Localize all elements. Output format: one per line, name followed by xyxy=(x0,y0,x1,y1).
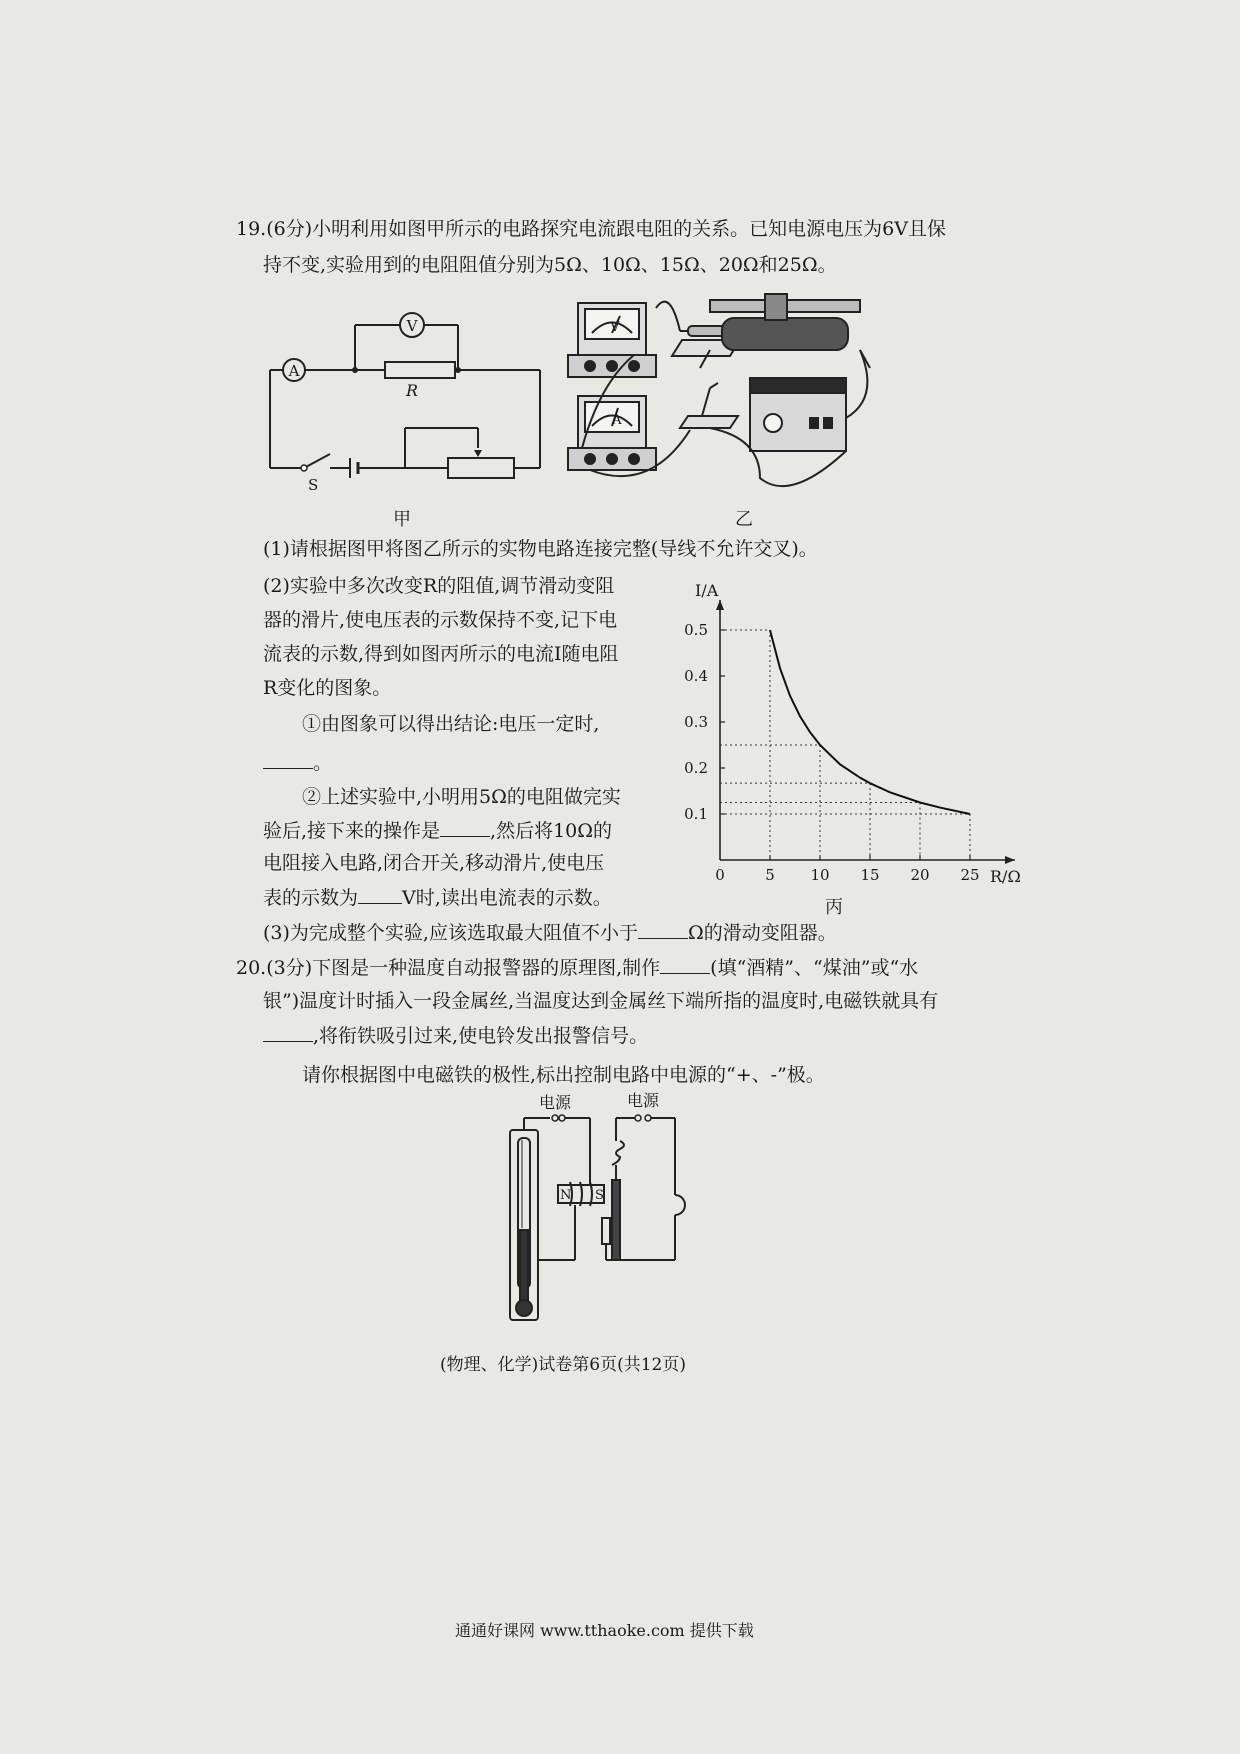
text: ,将衔铁吸引过来,使电铃发出报警信号。 xyxy=(313,1025,649,1047)
text: (3)为完成整个实验,应该选取最大阻值不小于 xyxy=(263,922,638,944)
y-tick-label: 0.2 xyxy=(684,759,708,777)
knife-switch xyxy=(680,383,738,428)
switch-label: S xyxy=(308,476,319,494)
q19-part-2-2-line-c: 电阻接入电路,闭合开关,移动滑片,使电压 xyxy=(263,852,605,874)
text: (填“酒精”、“煤油”或“水 xyxy=(710,957,919,979)
answer-blank-thermometer[interactable] xyxy=(660,955,710,974)
x-tick-label: 15 xyxy=(860,866,880,884)
current-resistance-chart xyxy=(670,580,1021,900)
q19-part-2-1-line-a: ①由图象可以得出结论:电压一定时, xyxy=(302,713,600,735)
answer-blank-max-resistance[interactable] xyxy=(638,920,688,939)
q20-line-4: 请你根据图中电磁铁的极性,标出控制电路中电源的“+、-”极。 xyxy=(302,1064,825,1086)
voltmeter-label-b: V xyxy=(610,320,620,335)
x-axis-arrow xyxy=(1005,856,1015,864)
circuit-diagram-a xyxy=(250,300,570,500)
q20-line-1 xyxy=(236,955,918,980)
chart-caption: 丙 xyxy=(825,897,843,918)
apparatus-diagram-b xyxy=(560,288,1020,508)
answer-blank-operation[interactable] xyxy=(440,818,490,837)
answer-blank-conclusion[interactable] xyxy=(263,750,313,769)
power-label-right: 电源 xyxy=(626,1091,660,1110)
y-tick-label: 0.4 xyxy=(684,667,708,685)
q19-part-2-line-3: 流表的示数,得到如图丙所示的电流I随电阻 xyxy=(263,643,619,665)
q19-part-2-line-1: (2)实验中多次改变R的阻值,调节滑动变阻 xyxy=(263,575,615,597)
text: 20.(3分)下图是一种温度自动报警器的原理图,制作 xyxy=(236,957,661,979)
text: ,然后将10Ω的 xyxy=(490,820,613,842)
pole-n-label: N xyxy=(560,1188,572,1203)
text: V时,读出电流表的示数。 xyxy=(402,887,612,909)
text: 表的示数为 xyxy=(263,887,359,909)
period: 。 xyxy=(313,752,333,774)
q20-line-3 xyxy=(263,1023,648,1048)
answer-blank-voltage[interactable] xyxy=(358,885,402,904)
q19-part-2-2-line-b xyxy=(263,818,612,843)
page-footer: (物理、化学)试卷第6页(共12页) xyxy=(440,1355,686,1375)
y-tick-label: 0.5 xyxy=(684,621,708,639)
voltmeter-label-a: V xyxy=(406,317,418,335)
x-tick-label: 0 xyxy=(715,866,725,884)
x-tick-label: 20 xyxy=(910,866,930,884)
resistor-label: R xyxy=(405,381,419,400)
ammeter-device xyxy=(568,396,656,470)
q19-part-2-2-line-d xyxy=(263,885,612,910)
q20-line-2: 银”)温度计时插入一段金属丝,当温度达到金属丝下端所指的温度时,电磁铁就具有 xyxy=(263,990,939,1012)
x-tick-label: 5 xyxy=(765,866,775,884)
ammeter-label-a: A xyxy=(288,362,300,380)
answer-blank-magnetism[interactable] xyxy=(263,1023,313,1042)
text: Ω的滑动变阻器。 xyxy=(687,922,837,944)
watermark: 通通好课网 www.tthaoke.com 提供下载 xyxy=(455,1621,754,1640)
q19-line-1: 19.(6分)小明利用如图甲所示的电路探究电流跟电阻的关系。已知电源电压为6V且保 xyxy=(236,218,946,240)
x-tick-label: 10 xyxy=(810,866,830,884)
voltmeter-device xyxy=(568,303,656,377)
q19-part-2-line-2: 器的滑片,使电压表的示数保持不变,记下电 xyxy=(263,609,618,631)
pole-s-label: S xyxy=(595,1188,604,1203)
x-axis-label: R/Ω xyxy=(990,867,1021,886)
q19-part-2-1-line-b xyxy=(263,750,332,775)
ammeter-label-b: A xyxy=(612,413,622,428)
x-tick-label: 25 xyxy=(960,866,980,884)
q19-line-2: 持不变,实验用到的电阻阻值分别为5Ω、10Ω、15Ω、20Ω和25Ω。 xyxy=(263,254,837,276)
figure-a-caption: 甲 xyxy=(393,509,411,530)
q19-part-2-line-4: R变化的图象。 xyxy=(263,677,392,699)
temperature-alarm-diagram xyxy=(500,1091,780,1330)
q19-part-2-2-line-a: ②上述实验中,小明用5Ω的电阻做完实 xyxy=(302,786,621,808)
power-supply xyxy=(750,378,846,451)
data-curve xyxy=(770,630,970,814)
power-label-left: 电源 xyxy=(538,1093,572,1112)
y-axis-label: I/A xyxy=(695,581,719,600)
text: 验后,接下来的操作是 xyxy=(263,820,441,842)
q19-part-1: (1)请根据图甲将图乙所示的实物电路连接完整(导线不允许交叉)。 xyxy=(263,538,818,560)
y-tick-label: 0.1 xyxy=(684,805,708,823)
q19-part-3 xyxy=(263,920,837,945)
y-tick-label: 0.3 xyxy=(684,713,708,731)
y-axis-arrow xyxy=(716,600,724,610)
figure-b-caption: 乙 xyxy=(735,509,753,530)
